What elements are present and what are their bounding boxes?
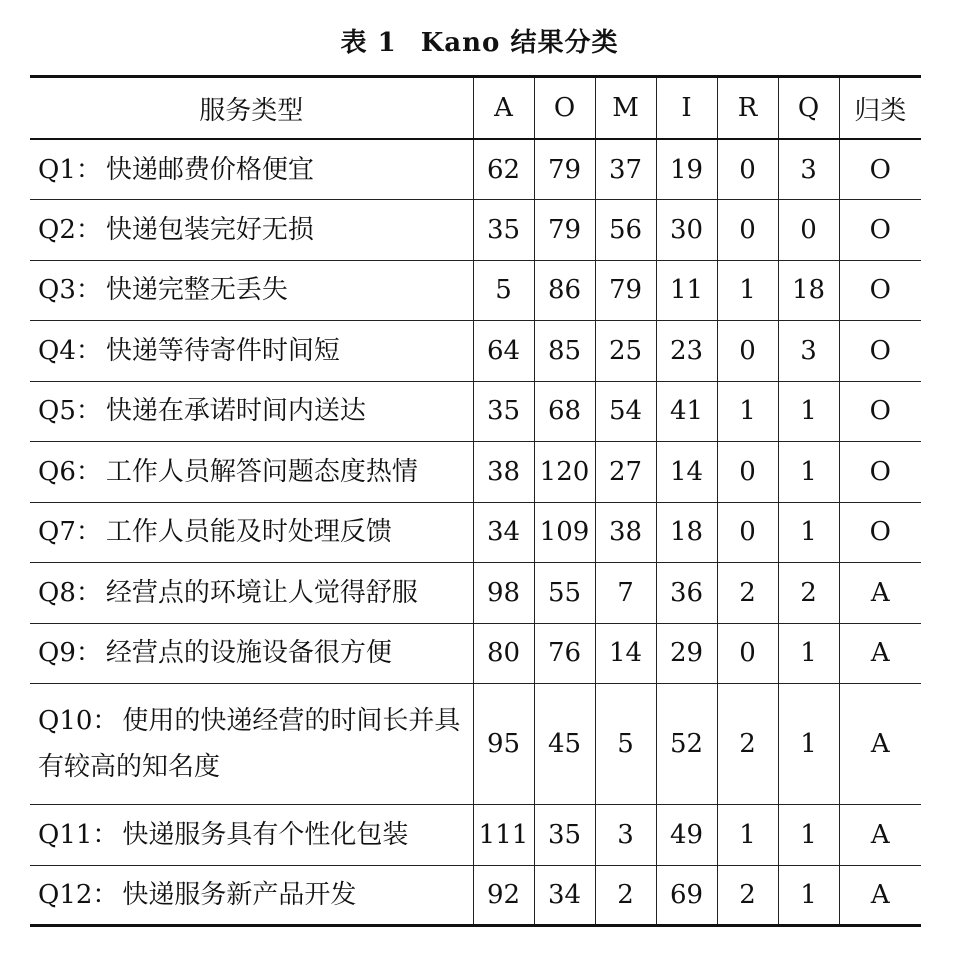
- service-type-cell: [30, 623, 473, 684]
- value-m: 79: [595, 260, 656, 321]
- value-o: 79: [534, 200, 595, 261]
- classification: O: [839, 442, 921, 503]
- value-i: 14: [656, 442, 717, 503]
- question-text: 快递在承诺时间内送达: [105, 396, 366, 427]
- value-i: 29: [656, 623, 717, 684]
- question-text: 快递服务新产品开发: [122, 879, 357, 910]
- table-row: [30, 865, 921, 926]
- value-o: 120: [534, 442, 595, 503]
- value-a: 38: [473, 442, 534, 503]
- service-type-cell: [30, 321, 473, 382]
- value-r: 2: [717, 684, 778, 805]
- value-a: 34: [473, 502, 534, 563]
- value-q: 1: [778, 381, 839, 442]
- table-row: [30, 684, 921, 805]
- value-r: 0: [717, 321, 778, 382]
- table-row: [30, 623, 921, 684]
- value-a: 5: [473, 260, 534, 321]
- question-id: Q11：: [38, 819, 119, 850]
- value-i: 11: [656, 260, 717, 321]
- header-i: I: [656, 77, 717, 140]
- question-text: 使用的快递经营的时间长并具有较高的知名度: [38, 706, 461, 782]
- question-id: Q12：: [38, 879, 119, 910]
- value-i: 52: [656, 684, 717, 805]
- table-number: 表 1: [340, 28, 397, 58]
- service-type-cell: [30, 139, 473, 200]
- service-type-cell: [30, 865, 473, 926]
- service-type-cell: [30, 442, 473, 503]
- value-a: 92: [473, 865, 534, 926]
- value-m: 2: [595, 865, 656, 926]
- value-m: 14: [595, 623, 656, 684]
- question-id: Q1：: [38, 154, 102, 185]
- value-q: 1: [778, 684, 839, 805]
- value-o: 34: [534, 865, 595, 926]
- service-type-cell: [30, 684, 473, 805]
- question-id: Q8：: [38, 577, 102, 608]
- table-row: [30, 442, 921, 503]
- service-type-cell: [30, 200, 473, 261]
- classification: O: [839, 139, 921, 200]
- service-type-cell: [30, 502, 473, 563]
- value-o: 85: [534, 321, 595, 382]
- value-q: 1: [778, 442, 839, 503]
- value-i: 19: [656, 139, 717, 200]
- value-a: 95: [473, 684, 534, 805]
- value-m: 3: [595, 805, 656, 866]
- value-m: 25: [595, 321, 656, 382]
- question-id: Q7：: [38, 517, 102, 548]
- value-a: 98: [473, 563, 534, 624]
- value-q: 1: [778, 805, 839, 866]
- table-row: [30, 139, 921, 200]
- table-row: [30, 381, 921, 442]
- classification: O: [839, 260, 921, 321]
- value-r: 2: [717, 563, 778, 624]
- value-o: 45: [534, 684, 595, 805]
- value-o: 35: [534, 805, 595, 866]
- value-o: 68: [534, 381, 595, 442]
- header-o: O: [534, 77, 595, 140]
- value-m: 5: [595, 684, 656, 805]
- value-m: 7: [595, 563, 656, 624]
- value-r: 0: [717, 623, 778, 684]
- value-r: 0: [717, 442, 778, 503]
- value-i: 41: [656, 381, 717, 442]
- value-q: 3: [778, 321, 839, 382]
- header-service-type: 服务类型: [30, 77, 473, 140]
- classification: O: [839, 321, 921, 382]
- value-r: 0: [717, 200, 778, 261]
- value-q: 2: [778, 563, 839, 624]
- value-i: 49: [656, 805, 717, 866]
- question-text: 经营点的设施设备很方便: [105, 638, 392, 669]
- table-caption: [0, 26, 959, 60]
- classification: O: [839, 381, 921, 442]
- table-row: [30, 200, 921, 261]
- value-o: 86: [534, 260, 595, 321]
- question-text: 快递邮费价格便宜: [105, 154, 314, 185]
- question-id: Q4：: [38, 335, 102, 366]
- value-a: 35: [473, 200, 534, 261]
- value-i: 69: [656, 865, 717, 926]
- value-m: 27: [595, 442, 656, 503]
- question-id: Q9：: [38, 638, 102, 669]
- question-text: 经营点的环境让人觉得舒服: [105, 577, 418, 608]
- classification: A: [839, 623, 921, 684]
- value-m: 37: [595, 139, 656, 200]
- value-o: 55: [534, 563, 595, 624]
- value-i: 36: [656, 563, 717, 624]
- value-q: 3: [778, 139, 839, 200]
- service-type-cell: [30, 805, 473, 866]
- service-type-cell: [30, 381, 473, 442]
- classification: O: [839, 502, 921, 563]
- table-row: [30, 260, 921, 321]
- value-r: 0: [717, 502, 778, 563]
- question-text: 工作人员能及时处理反馈: [105, 517, 392, 548]
- value-a: 80: [473, 623, 534, 684]
- value-m: 38: [595, 502, 656, 563]
- table-row: [30, 563, 921, 624]
- value-r: 1: [717, 260, 778, 321]
- value-r: 2: [717, 865, 778, 926]
- value-a: 111: [473, 805, 534, 866]
- classification: A: [839, 805, 921, 866]
- question-text: 快递等待寄件时间短: [105, 335, 340, 366]
- question-id: Q6：: [38, 456, 102, 487]
- value-i: 30: [656, 200, 717, 261]
- header-m: M: [595, 77, 656, 140]
- value-a: 62: [473, 139, 534, 200]
- value-r: 0: [717, 139, 778, 200]
- table-row: [30, 502, 921, 563]
- table-row: [30, 321, 921, 382]
- classification: O: [839, 200, 921, 261]
- value-r: 1: [717, 805, 778, 866]
- value-q: 1: [778, 623, 839, 684]
- question-id: Q5：: [38, 396, 102, 427]
- question-text: 工作人员解答问题态度热情: [105, 456, 418, 487]
- question-id: Q2：: [38, 214, 102, 245]
- question-text: 快递服务具有个性化包装: [122, 819, 409, 850]
- value-o: 109: [534, 502, 595, 563]
- value-q: 1: [778, 865, 839, 926]
- service-type-cell: [30, 260, 473, 321]
- question-text: 快递完整无丢失: [105, 275, 288, 306]
- value-m: 56: [595, 200, 656, 261]
- value-q: 0: [778, 200, 839, 261]
- value-i: 18: [656, 502, 717, 563]
- value-m: 54: [595, 381, 656, 442]
- classification: A: [839, 563, 921, 624]
- question-text: 快递包装完好无损: [105, 214, 314, 245]
- kano-result-table: [30, 75, 921, 927]
- value-q: 1: [778, 502, 839, 563]
- value-a: 35: [473, 381, 534, 442]
- table-row: [30, 805, 921, 866]
- question-id: Q3：: [38, 275, 102, 306]
- value-q: 18: [778, 260, 839, 321]
- value-o: 79: [534, 139, 595, 200]
- header-r: R: [717, 77, 778, 140]
- header-classification: 归类: [839, 77, 921, 140]
- header-q: Q: [778, 77, 839, 140]
- value-i: 23: [656, 321, 717, 382]
- value-r: 1: [717, 381, 778, 442]
- header-a: A: [473, 77, 534, 140]
- question-id: Q10：: [38, 706, 119, 736]
- value-o: 76: [534, 623, 595, 684]
- classification: A: [839, 865, 921, 926]
- table-title: Kano 结果分类: [420, 28, 619, 58]
- service-type-cell: [30, 563, 473, 624]
- value-a: 64: [473, 321, 534, 382]
- classification: A: [839, 684, 921, 805]
- table-header-row: [30, 77, 921, 140]
